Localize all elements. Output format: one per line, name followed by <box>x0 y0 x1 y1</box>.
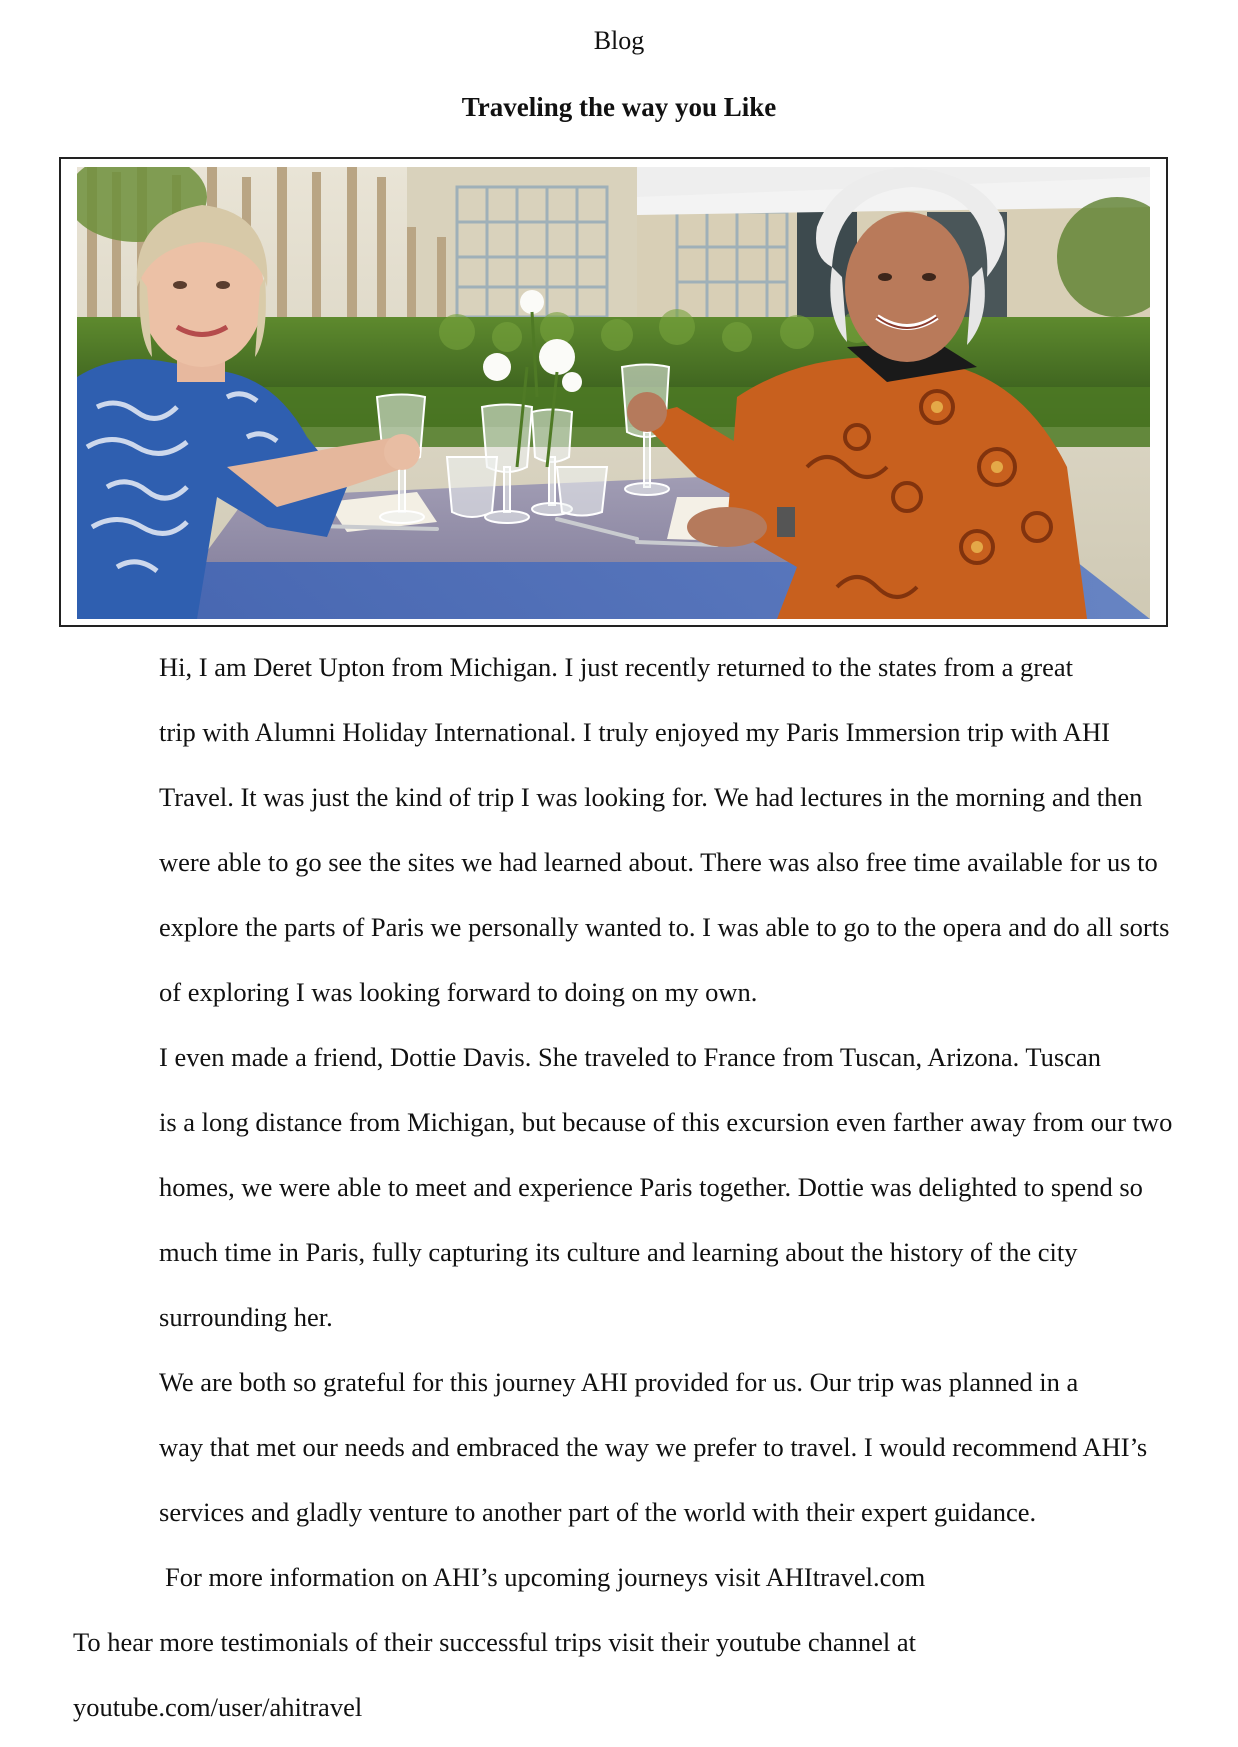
paragraph-2 <box>73 1025 1173 1350</box>
paragraph-line: trip with Alumni Holiday International. I truly enjoyed my Paris Immersion trip with AHI <box>159 717 1110 747</box>
paragraph-3 <box>73 1350 1173 1545</box>
travelers-photo-icon <box>77 167 1150 619</box>
links-paragraph <box>73 1545 1173 1740</box>
paragraph-line: explore the parts of Paris we personally wanted to. I was able to go to the opera and do all sorts <box>159 912 1170 942</box>
page-title: Traveling the way you Like <box>461 92 777 122</box>
paragraph-line: services and gladly venture to another part of the world with their expert guidance. <box>159 1497 1037 1527</box>
paragraph-line: homes, we were able to meet and experience Paris together. Dottie was delighted to spend so <box>159 1172 1143 1202</box>
header-label: Blog <box>593 26 645 55</box>
paragraph-line: of exploring I was looking forward to doing on my own. <box>159 977 758 1007</box>
youtube-link[interactable]: youtube.com/user/ahitravel <box>73 1692 363 1722</box>
paragraph-1 <box>73 635 1173 1025</box>
blog-body <box>73 635 1173 1740</box>
paragraph-line: way that met our needs and embraced the way we prefer to travel. I would recommend AHI’s <box>159 1432 1148 1462</box>
paragraph-line: surrounding her. <box>159 1302 333 1332</box>
paragraph-line: is a long distance from Michigan, but because of this excursion even farther away from our two <box>159 1107 1173 1137</box>
paragraph-line: much time in Paris, fully capturing its culture and learning about the history of the city <box>159 1237 1078 1267</box>
paragraph-line: Hi, I am Deret Upton from Michigan. I just recently returned to the states from a great <box>159 652 1073 682</box>
info-line: For more information on AHI’s upcoming journeys visit AHItravel.com <box>165 1562 926 1592</box>
paragraph-line: We are both so grateful for this journey AHI provided for us. Our trip was planned in a <box>159 1367 1079 1397</box>
paragraph-line: Travel. It was just the kind of trip I was looking for. We had lectures in the morning and then <box>159 782 1143 812</box>
testimonial-line: To hear more testimonials of their successful trips visit their youtube channel at <box>73 1627 916 1657</box>
paragraph-line: were able to go see the sites we had learned about. There was also free time available for us to <box>159 847 1158 877</box>
paragraph-line: I even made a friend, Dottie Davis. She traveled to France from Tuscan, Arizona. Tuscan <box>159 1042 1102 1072</box>
photo-frame <box>59 157 1168 627</box>
